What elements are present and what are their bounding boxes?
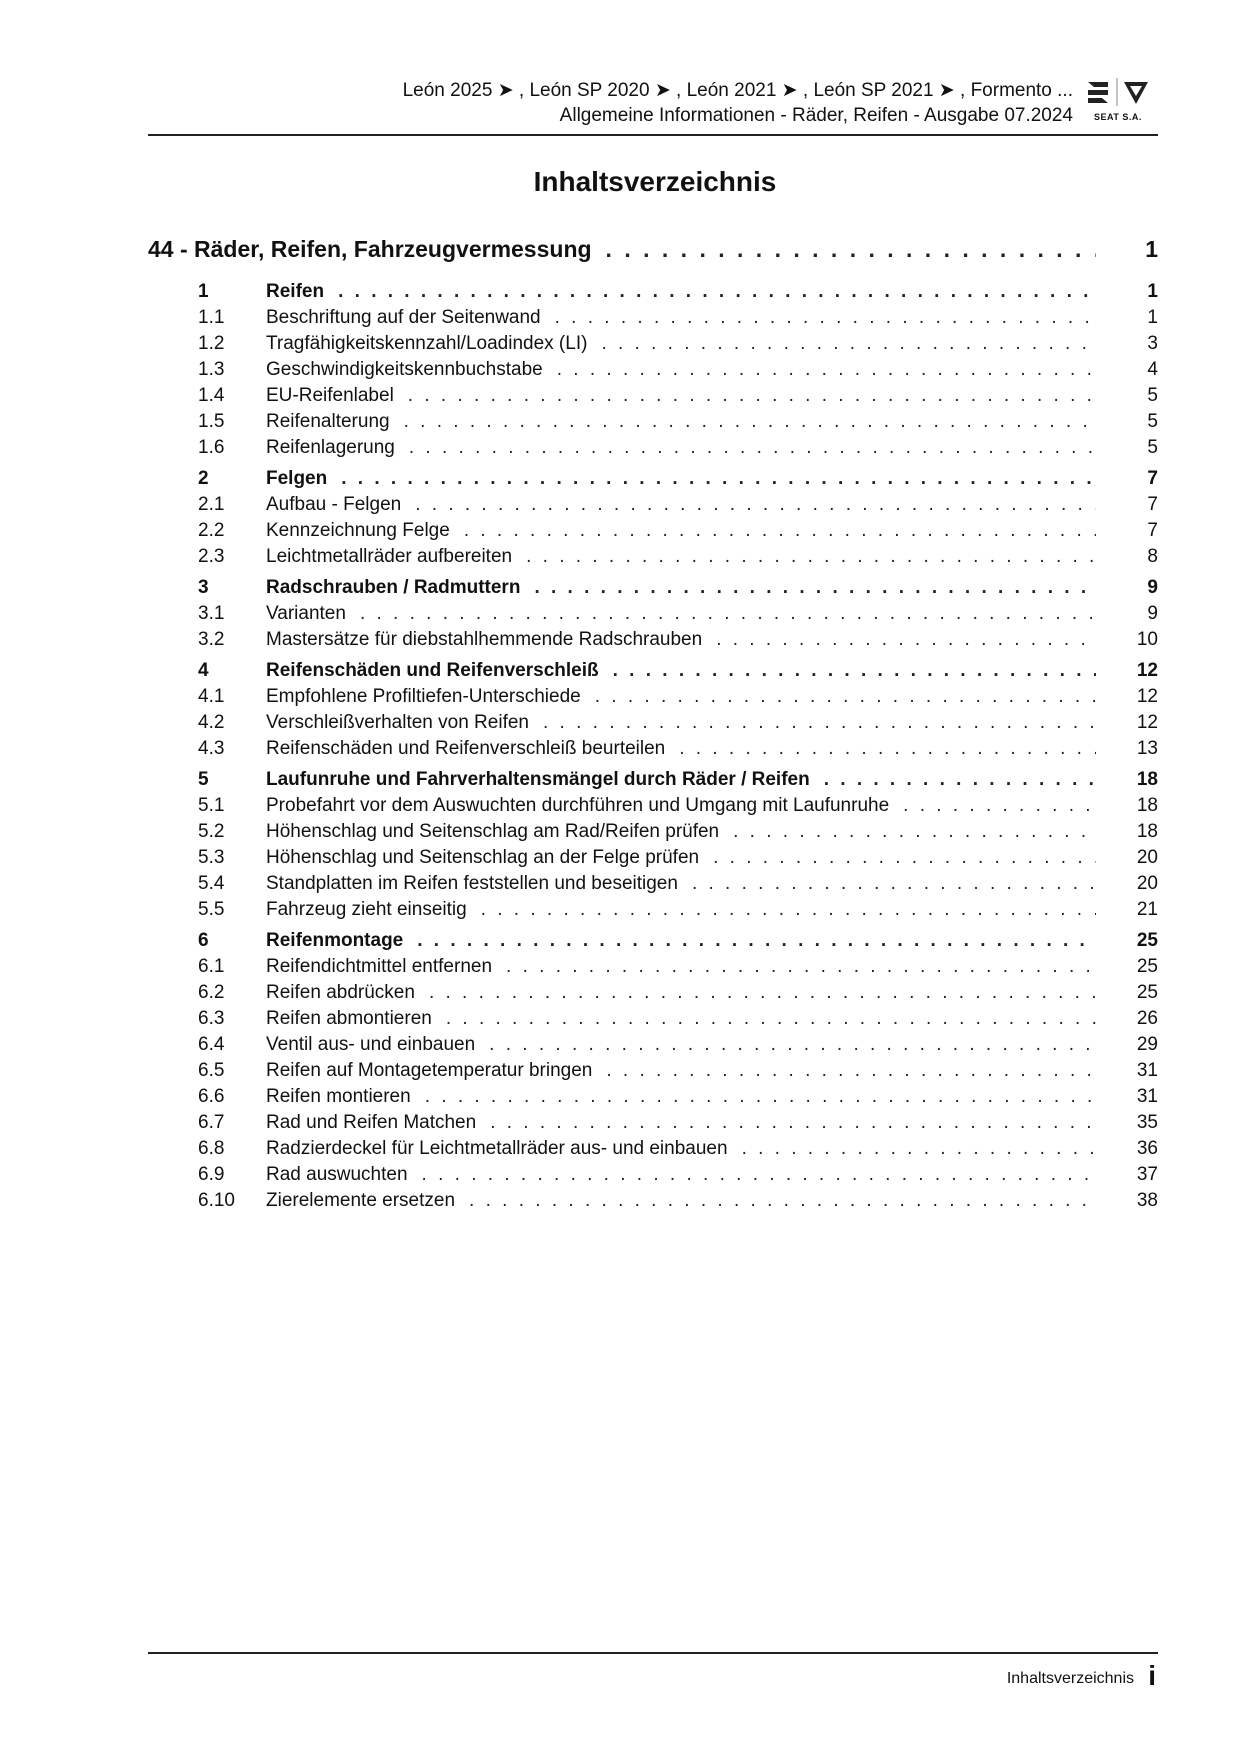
page-footer xyxy=(148,1652,1158,1691)
toc-num: 5.3 xyxy=(198,847,225,868)
toc-page: 7 xyxy=(1147,468,1158,489)
toc-label: Laufunruhe und Fahrverhaltensmängel durch Räder / Reifen xyxy=(266,769,810,790)
toc-chapter[interactable] xyxy=(148,236,1158,276)
toc-item-5-3[interactable] xyxy=(148,847,1158,873)
toc-label: Verschleißverhalten von Reifen xyxy=(266,712,529,733)
toc-num: 5.4 xyxy=(198,873,225,894)
toc-leader-dots xyxy=(555,307,1096,329)
seat-cupra-logo-icon xyxy=(1084,76,1154,110)
toc-leader-dots xyxy=(360,603,1096,625)
toc-leader-dots xyxy=(446,1008,1096,1030)
toc-page: 29 xyxy=(1136,1034,1158,1055)
toc-item-1-5[interactable] xyxy=(148,411,1158,437)
toc-section-2[interactable] xyxy=(148,468,1158,494)
toc-item-6-10[interactable] xyxy=(148,1190,1158,1216)
toc-num: 6.5 xyxy=(198,1060,225,1081)
toc-num: 1.1 xyxy=(198,307,225,328)
page-title: Inhaltsverzeichnis xyxy=(533,166,777,197)
toc-label: Reifenschäden und Reifenverschleiß xyxy=(266,660,599,681)
toc-item-6-6[interactable] xyxy=(148,1086,1158,1112)
toc-item-5-1[interactable] xyxy=(148,795,1158,821)
toc-leader-dots xyxy=(415,494,1096,516)
toc-label: Standplatten im Reifen feststellen und beseitigen xyxy=(266,873,678,894)
toc-num: 4.1 xyxy=(198,686,225,707)
toc-leader-dots xyxy=(601,333,1096,355)
toc-num: 3 xyxy=(198,577,209,598)
toc-page: 25 xyxy=(1136,982,1158,1003)
toc-leader-dots xyxy=(489,1034,1096,1056)
toc-leader-dots xyxy=(526,546,1096,568)
toc-item-5-2[interactable] xyxy=(148,821,1158,847)
footer-label: Inhaltsverzeichnis xyxy=(1006,1670,1134,1687)
toc-num: 1.4 xyxy=(198,385,225,406)
toc-leader-dots xyxy=(692,873,1096,895)
toc-label: Geschwindigkeitskennbuchstabe xyxy=(266,359,543,380)
toc-num: 6.10 xyxy=(198,1190,235,1211)
toc-section-4[interactable] xyxy=(148,660,1158,686)
toc-label: Felgen xyxy=(266,468,328,489)
toc-num: 2.2 xyxy=(198,520,225,541)
toc-page: 21 xyxy=(1136,899,1158,920)
header-subtitle: Allgemeine Informationen - Räder, Reifen - Ausgabe 07.2024 xyxy=(559,105,1073,126)
toc-num: 1.5 xyxy=(198,411,225,432)
toc-num: 4.2 xyxy=(198,712,225,733)
toc-page: 7 xyxy=(1147,520,1158,541)
toc-chapter-page: 1 xyxy=(1145,236,1158,262)
toc-page: 5 xyxy=(1147,437,1158,458)
header-models: León 2025 ➤ , León SP 2020 ➤ , León 2021 ➤ , León SP 2021 ➤ , Formento ... xyxy=(402,80,1073,101)
toc-page: 36 xyxy=(1136,1138,1158,1159)
toc-leader-dots xyxy=(341,468,1096,490)
page-header xyxy=(148,76,1158,136)
toc-item-1-6[interactable] xyxy=(148,437,1158,463)
toc-leader-dots xyxy=(606,1060,1096,1082)
toc-label: Reifenmontage xyxy=(266,930,404,951)
toc-leader-dots xyxy=(417,930,1096,952)
toc-page: 18 xyxy=(1136,769,1158,790)
toc-item-1-1[interactable] xyxy=(148,307,1158,333)
toc-item-4-1[interactable] xyxy=(148,686,1158,712)
toc-page: 8 xyxy=(1147,546,1158,567)
toc-label: Rad auswuchten xyxy=(266,1164,408,1185)
toc-item-6-7[interactable] xyxy=(148,1112,1158,1138)
toc-label: Leichtmetallräder aufbereiten xyxy=(266,546,513,567)
toc-num: 3.1 xyxy=(198,603,225,624)
toc-leader-dots xyxy=(713,847,1096,869)
toc-item-5-5[interactable] xyxy=(148,899,1158,925)
toc-label: Probefahrt vor dem Auswuchten durchführen und Umgang mit Laufunruhe xyxy=(266,795,890,816)
toc-label: Empfohlene Profiltiefen-Unterschiede xyxy=(266,686,581,707)
footer-page-number: i xyxy=(1148,1660,1156,1691)
toc-item-2-2[interactable] xyxy=(148,520,1158,546)
toc-section-6[interactable] xyxy=(148,930,1158,956)
toc-item-6-2[interactable] xyxy=(148,982,1158,1008)
toc-page: 13 xyxy=(1136,738,1158,759)
toc-item-6-8[interactable] xyxy=(148,1138,1158,1164)
toc-item-2-3[interactable] xyxy=(148,546,1158,572)
toc-label: Reifen xyxy=(266,281,325,302)
toc-page: 3 xyxy=(1147,333,1158,354)
toc-label: Radschrauben / Radmuttern xyxy=(266,577,521,598)
toc-label: Reifen abdrücken xyxy=(266,982,415,1003)
toc-label: Reifenlagerung xyxy=(266,437,395,458)
toc-page: 25 xyxy=(1136,956,1158,977)
toc-page: 31 xyxy=(1136,1086,1158,1107)
toc-num: 1.6 xyxy=(198,437,225,458)
toc-section-1[interactable] xyxy=(148,281,1158,307)
toc-label: Ventil aus- und einbauen xyxy=(266,1034,476,1055)
toc-leader-dots xyxy=(464,520,1096,542)
toc-item-6-9[interactable] xyxy=(148,1164,1158,1190)
toc-label: Beschriftung auf der Seitenwand xyxy=(266,307,541,328)
toc-item-4-3[interactable] xyxy=(148,738,1158,764)
toc-page: 12 xyxy=(1136,712,1158,733)
toc-leader-dots xyxy=(422,1164,1096,1186)
toc-page: 1 xyxy=(1147,281,1158,302)
toc-page: 20 xyxy=(1136,847,1158,868)
toc-num: 6.8 xyxy=(198,1138,225,1159)
toc-num: 1 xyxy=(198,281,209,302)
toc-leader-dots xyxy=(733,821,1096,843)
toc-leader-dots xyxy=(425,1086,1096,1108)
toc-page: 9 xyxy=(1147,577,1158,598)
toc-num: 2.3 xyxy=(198,546,225,567)
toc-num: 6.9 xyxy=(198,1164,225,1185)
toc-item-6-1[interactable] xyxy=(148,956,1158,982)
toc-num: 6 xyxy=(198,930,209,951)
toc-page: 12 xyxy=(1136,660,1158,681)
toc-label: Varianten xyxy=(266,603,346,624)
toc-num: 4 xyxy=(198,660,209,681)
toc-leader-dots xyxy=(543,712,1096,734)
toc-page: 20 xyxy=(1136,873,1158,894)
toc-page: 10 xyxy=(1136,629,1158,650)
toc-page: 35 xyxy=(1136,1112,1158,1133)
toc-label: Aufbau - Felgen xyxy=(266,494,402,515)
toc-leader-dots xyxy=(429,982,1096,1004)
toc-leader-dots xyxy=(490,1112,1096,1134)
toc-leader-dots xyxy=(903,795,1096,817)
toc-page: 31 xyxy=(1136,1060,1158,1081)
toc-num: 6.1 xyxy=(198,956,225,977)
toc-leader-dots xyxy=(679,738,1096,760)
toc-page: 37 xyxy=(1136,1164,1158,1185)
brand-name: SEAT S.A. xyxy=(1094,112,1142,122)
toc-num: 3.2 xyxy=(198,629,225,650)
toc-num: 1.2 xyxy=(198,333,225,354)
toc-page: 25 xyxy=(1136,930,1158,951)
toc-section-5[interactable] xyxy=(148,769,1158,795)
toc-page: 1 xyxy=(1147,307,1158,328)
toc-leader-dots xyxy=(742,1138,1096,1160)
toc-item-6-5[interactable] xyxy=(148,1060,1158,1086)
toc-num: 2.1 xyxy=(198,494,225,515)
toc-item-1-4[interactable] xyxy=(148,385,1158,411)
toc-leader-dots xyxy=(613,660,1096,682)
toc-page: 5 xyxy=(1147,411,1158,432)
toc-label: EU-Reifenlabel xyxy=(266,385,394,406)
toc-item-3-2[interactable] xyxy=(148,629,1158,655)
toc-leader-dots xyxy=(534,577,1096,599)
toc-page: 18 xyxy=(1136,821,1158,842)
toc-item-6-4[interactable] xyxy=(148,1034,1158,1060)
toc-leader-dots xyxy=(409,437,1096,459)
table-of-contents xyxy=(148,236,1158,1216)
toc-section-3[interactable] xyxy=(148,577,1158,603)
toc-leader-dots xyxy=(338,281,1096,303)
toc-item-6-3[interactable] xyxy=(148,1008,1158,1034)
toc-num: 6.4 xyxy=(198,1034,225,1055)
toc-num: 6.7 xyxy=(198,1112,225,1133)
toc-label: Zierelemente ersetzen xyxy=(266,1190,456,1211)
toc-leader-dots xyxy=(481,899,1096,921)
brand-logo xyxy=(1084,76,1154,126)
toc-item-2-1[interactable] xyxy=(148,494,1158,520)
toc-label: Rad und Reifen Matchen xyxy=(266,1112,477,1133)
toc-item-3-1[interactable] xyxy=(148,603,1158,629)
toc-item-4-2[interactable] xyxy=(148,712,1158,738)
toc-page: 9 xyxy=(1147,603,1158,624)
toc-label: Reifendichtmittel entfernen xyxy=(266,956,493,977)
toc-item-5-4[interactable] xyxy=(148,873,1158,899)
toc-num: 2 xyxy=(198,468,209,489)
toc-leader-dots xyxy=(716,629,1096,651)
toc-num: 5.5 xyxy=(198,899,225,920)
toc-leader-dots xyxy=(824,769,1096,791)
toc-leader-dots xyxy=(595,686,1096,708)
toc-label: Kennzeichnung Felge xyxy=(266,520,450,541)
toc-label: Reifenschäden und Reifenverschleiß beurteilen xyxy=(266,738,666,759)
toc-page: 7 xyxy=(1147,494,1158,515)
toc-page: 18 xyxy=(1136,795,1158,816)
toc-item-1-3[interactable] xyxy=(148,359,1158,385)
toc-leader-dots xyxy=(469,1190,1096,1212)
toc-label: Tragfähigkeitskennzahl/Loadindex (LI) xyxy=(266,333,588,354)
toc-label: Reifen abmontieren xyxy=(266,1008,432,1029)
toc-leader-dots xyxy=(606,236,1096,263)
toc-item-1-2[interactable] xyxy=(148,333,1158,359)
toc-num: 1.3 xyxy=(198,359,225,380)
toc-label: Reifen montieren xyxy=(266,1086,411,1107)
toc-label: Reifenalterung xyxy=(266,411,390,432)
toc-num: 5.1 xyxy=(198,795,225,816)
toc-chapter-label: 44 - Räder, Reifen, Fahrzeugvermessung xyxy=(148,236,592,262)
toc-page: 26 xyxy=(1136,1008,1158,1029)
toc-num: 6.2 xyxy=(198,982,225,1003)
toc-page: 4 xyxy=(1147,359,1158,380)
toc-num: 6.3 xyxy=(198,1008,225,1029)
toc-label: Fahrzeug zieht einseitig xyxy=(266,899,467,920)
toc-leader-dots xyxy=(557,359,1096,381)
toc-leader-dots xyxy=(408,385,1096,407)
toc-label: Mastersätze für diebstahlhemmende Radschrauben xyxy=(266,629,703,650)
toc-page: 38 xyxy=(1136,1190,1158,1211)
toc-num: 6.6 xyxy=(198,1086,225,1107)
toc-num: 4.3 xyxy=(198,738,225,759)
toc-leader-dots xyxy=(404,411,1096,433)
toc-leader-dots xyxy=(506,956,1096,978)
toc-label: Höhenschlag und Seitenschlag am Rad/Reifen prüfen xyxy=(266,821,720,842)
toc-label: Radzierdeckel für Leichtmetallräder aus- und einbauen xyxy=(266,1138,728,1159)
toc-label: Reifen auf Montagetemperatur bringen xyxy=(266,1060,593,1081)
toc-page: 5 xyxy=(1147,385,1158,406)
toc-num: 5.2 xyxy=(198,821,225,842)
toc-num: 5 xyxy=(198,769,209,790)
toc-page: 12 xyxy=(1136,686,1158,707)
toc-label: Höhenschlag und Seitenschlag an der Felge prüfen xyxy=(266,847,700,868)
